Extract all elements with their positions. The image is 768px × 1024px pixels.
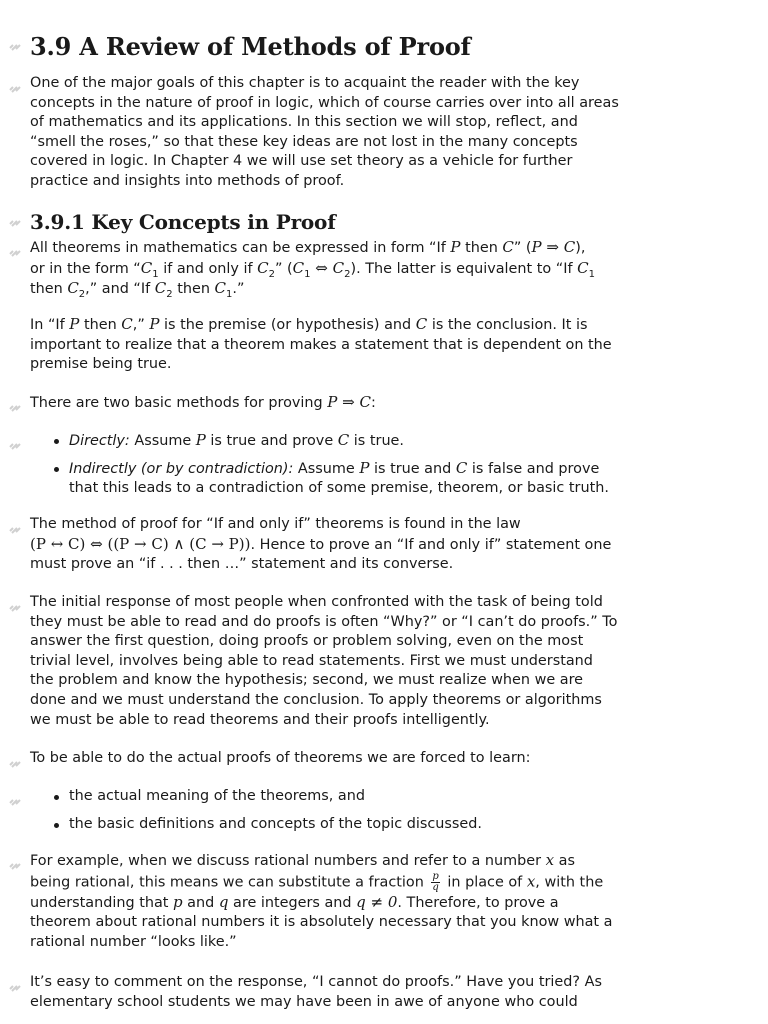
fraction-p-over-q: $\frac{p}{q}$ bbox=[432, 870, 439, 893]
premise-conclusion-paragraph: In “If P then C,” P is the premise (or hypothesis) and C is the conclusion. It is important to realize that a theorem makes a statement that is dependent on the premise being true. bbox=[30, 315, 612, 373]
proof-methods-list bbox=[30, 431, 620, 499]
list-item: the basic definitions and concepts of the topic discussed. bbox=[30, 815, 620, 835]
anchor-link-icon[interactable] bbox=[8, 84, 22, 94]
anchor-link-icon[interactable] bbox=[8, 441, 22, 451]
anchor-link-icon[interactable] bbox=[8, 403, 22, 413]
learn-list bbox=[30, 787, 620, 834]
anchor-link-icon[interactable] bbox=[8, 759, 22, 769]
initial-response-paragraph: The initial response of most people when confronted with the task of being told they must be able to read and do proofs is often “Why?” or “I can’t do proofs.” To answer the first question, doing proofs or problem solving, even on the most trivial level, involves being able to read statements. First we must understand the problem and know the hypothesis; second, we must realize when we are done and we must understand the conclusion. To apply theorems or algorithms we must be able to read theorems and their proofs intelligently. bbox=[30, 594, 618, 728]
list-item: the actual meaning of the theorems, and bbox=[30, 787, 620, 807]
theorem-forms-paragraph: All theorems in mathematics can be expressed in form “If P then C” (P ⇒ C), or in the form “$C_1$ if and only if $C_2$” ($C_1$ ⇔ $C_2$). The latter is equivalent to “If $C_1$ then $C_2$,” and “If $C_2$ then $C_1$.” bbox=[30, 238, 595, 301]
anchor-link-icon[interactable] bbox=[8, 603, 22, 613]
anchor-link-icon[interactable] bbox=[8, 42, 22, 52]
subsection-title: 3.9.1 Key Concepts in Proof bbox=[30, 210, 336, 234]
iff-law-paragraph: The method of proof for “If and only if” theorems is found in the law (P ↔ C) ⇔ ((P → C) ∧ (C → P)). Hence to prove an “If and only if” statement one must prove an “if . . . then …” statement and its converse. bbox=[30, 516, 612, 573]
anchor-link-icon[interactable] bbox=[8, 983, 22, 993]
rational-numbers-paragraph: For example, when we discuss rational numbers and refer to a number x as being rational, this means we can substitute a fraction $\frac{p}{q}$ in place of x, with the understanding that p and q are integers and q ≠ 0. Therefore, to prove a theorem about rational numbers it is absolutely necessary that you know what a rational number “looks like.” bbox=[30, 851, 613, 950]
section-title: 3.9 A Review of Methods of Proof bbox=[30, 32, 471, 61]
forced-to-learn-paragraph: To be able to do the actual proofs of theorems we are forced to learn: bbox=[30, 750, 531, 766]
anchor-link-icon[interactable] bbox=[8, 861, 22, 871]
list-item: Directly: Assume P is true and prove C is true. bbox=[30, 431, 620, 452]
cannot-do-proofs-paragraph: It’s easy to comment on the response, “I cannot do proofs.” Have you tried? As elementary school students we may have been in awe of anyone who could bbox=[30, 974, 602, 1010]
methods-intro-paragraph: There are two basic methods for proving P ⇒ C: bbox=[30, 393, 376, 411]
anchor-link-icon[interactable] bbox=[8, 525, 22, 535]
anchor-link-icon[interactable] bbox=[8, 797, 22, 807]
anchor-link-icon[interactable] bbox=[8, 218, 22, 228]
anchor-link-icon[interactable] bbox=[8, 248, 22, 258]
list-item: Indirectly (or by contradiction): Assume P is true and C is false and prove that this leads to a contradiction of some premise, theorem, or basic truth. bbox=[30, 459, 620, 499]
intro-paragraph: One of the major goals of this chapter is to acquaint the reader with the key concepts in the nature of proof in logic, which of course carries over into all areas of mathematics and its applications. In this section we will stop, reflect, and “smell the roses,” so that these key ideas are not lost in the many concepts covered in logic. In Chapter 4 we will use set theory as a vehicle for further practice and insights into methods of proof. bbox=[30, 75, 619, 189]
